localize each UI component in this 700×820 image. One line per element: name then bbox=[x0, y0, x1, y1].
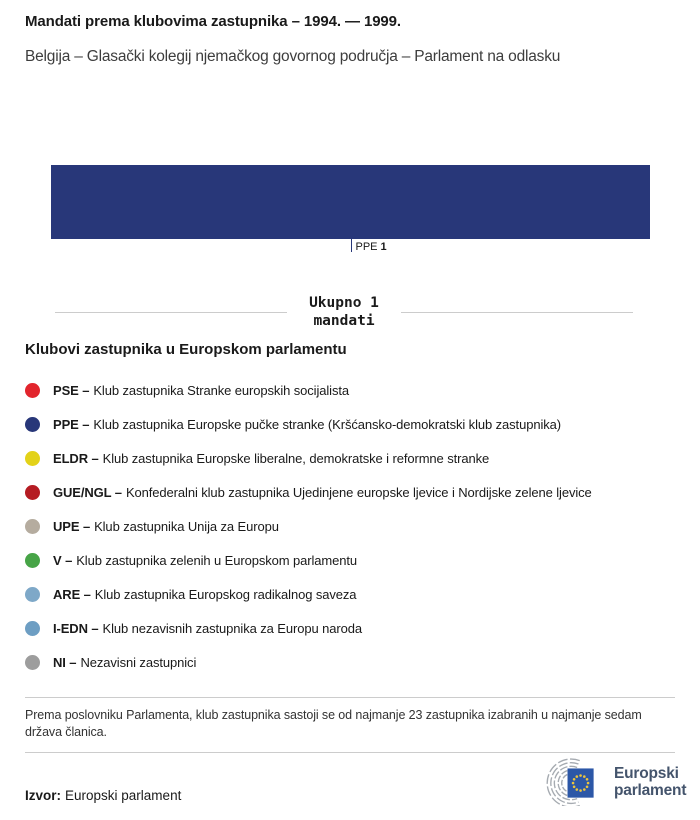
bar-tick-ppe bbox=[351, 239, 387, 253]
group-abbr: PSE – bbox=[53, 382, 90, 398]
source-line bbox=[25, 788, 181, 803]
legend-item-iedn bbox=[25, 611, 685, 645]
group-desc: Klub zastupnika Europskog radikalnog saveza bbox=[94, 586, 357, 602]
group-abbr: GUE/NGL – bbox=[53, 484, 122, 500]
legend-item-guengl bbox=[25, 475, 685, 509]
legend-item-v bbox=[25, 543, 685, 577]
group-abbr: NI – bbox=[53, 654, 77, 670]
group-desc: Klub zastupnika Unija za Europu bbox=[94, 518, 279, 534]
legend-item-pse bbox=[25, 373, 685, 407]
group-desc: Klub nezavisnih zastupnika za Europu naroda bbox=[102, 620, 363, 636]
group-abbr: I-EDN – bbox=[53, 620, 99, 636]
group-color-dot bbox=[25, 621, 40, 636]
tick-mark bbox=[351, 239, 352, 252]
source-value: Europski parlament bbox=[65, 788, 182, 803]
legend-item-eldr bbox=[25, 441, 685, 475]
group-color-dot bbox=[25, 655, 40, 670]
eu-parliament-hemicycle-icon bbox=[528, 758, 606, 806]
group-desc: Klub zastupnika Stranke europskih socijalista bbox=[93, 382, 349, 398]
legend-heading: Klubovi zastupnika u Europskom parlamentu bbox=[25, 341, 347, 358]
group-color-dot bbox=[25, 587, 40, 602]
group-color-dot bbox=[25, 485, 40, 500]
group-color-dot bbox=[25, 519, 40, 534]
group-desc: Klub zastupnika zelenih u Europskom parlamentu bbox=[76, 552, 358, 568]
source-label: Izvor: bbox=[25, 788, 62, 803]
eu-flag bbox=[568, 768, 594, 797]
legend-item-ni bbox=[25, 645, 685, 679]
eu-parliament-logo-text bbox=[614, 765, 686, 799]
tick-group-abbr: PPE bbox=[355, 241, 378, 253]
logo-text-line2: parlament bbox=[614, 782, 687, 799]
page-title: Mandati prema klubovima zastupnika – 1994. — 1999. bbox=[25, 13, 401, 30]
total-line1: Ukupno 1 bbox=[309, 295, 379, 311]
group-color-dot bbox=[25, 383, 40, 398]
rules-footnote: Prema poslovniku Parlamenta, klub zastupnika sastoji se od najmanje 23 zastupnika izabranih u najmanje sedam država članica. bbox=[25, 708, 642, 739]
group-desc: Nezavisni zastupnici bbox=[80, 654, 197, 670]
total-line2: mandati bbox=[313, 313, 375, 329]
group-color-dot bbox=[25, 451, 40, 466]
footnote-divider-top bbox=[25, 697, 675, 698]
eu-parliament-logo[interactable] bbox=[528, 758, 686, 806]
legend-item-ppe bbox=[25, 407, 685, 441]
bar-tick-axis bbox=[51, 239, 650, 255]
group-color-dot bbox=[25, 417, 40, 432]
tick-seat-count: 1 bbox=[380, 241, 387, 253]
logo-text-line1: Europski bbox=[614, 765, 679, 782]
bar-segment-ppe[interactable] bbox=[51, 165, 650, 239]
divider-line-right bbox=[401, 312, 633, 313]
legend-item-are bbox=[25, 577, 685, 611]
group-desc: Klub zastupnika Europske liberalne, demokratske i reformne stranke bbox=[102, 450, 490, 466]
group-desc: Klub zastupnika Europske pučke stranke (Kršćansko-demokratski klub zastupnika) bbox=[93, 416, 562, 432]
footnote-divider-bottom bbox=[25, 752, 675, 753]
group-desc: Konfederalni klub zastupnika Ujedinjene europske ljevice i Nordijske zelene ljevice bbox=[125, 484, 592, 500]
tick-label bbox=[356, 241, 387, 253]
seats-stacked-bar bbox=[51, 165, 650, 239]
total-mandates-row bbox=[55, 294, 633, 330]
group-abbr: ELDR – bbox=[53, 450, 99, 466]
page-subtitle: Belgija – Glasački kolegij njemačkog govornog područja – Parlament na odlasku bbox=[25, 48, 561, 65]
group-abbr: PPE – bbox=[53, 416, 90, 432]
total-mandates-label bbox=[287, 294, 401, 330]
group-abbr: ARE – bbox=[53, 586, 91, 602]
group-color-dot bbox=[25, 553, 40, 568]
legend-item-upe bbox=[25, 509, 685, 543]
divider-line-left bbox=[55, 312, 287, 313]
group-abbr: V – bbox=[53, 552, 73, 568]
group-abbr: UPE – bbox=[53, 518, 91, 534]
legend-list bbox=[25, 373, 685, 679]
